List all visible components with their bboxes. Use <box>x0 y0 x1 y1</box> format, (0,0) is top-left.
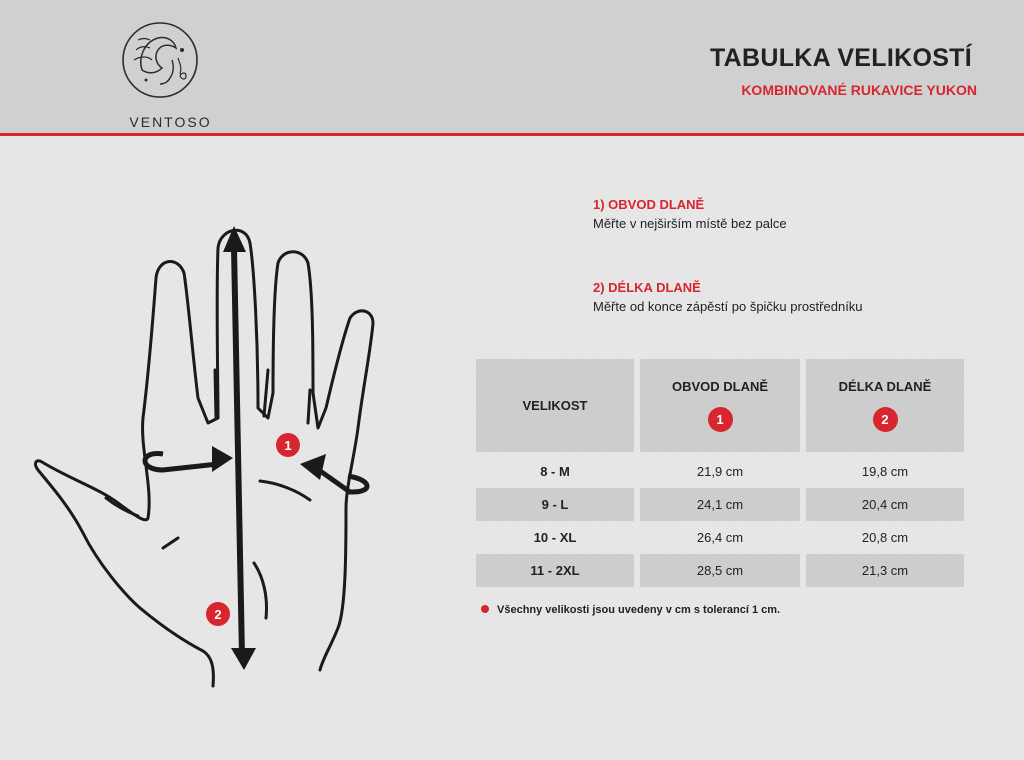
note-text: Všechny velikosti jsou uvedeny v cm s tolerancí 1 cm. <box>497 604 781 616</box>
cell-size: 10 - XL <box>533 530 577 545</box>
header-accent-line <box>0 133 1024 136</box>
instruction-text: Měřte od konce zápěstí po špičku prostředníku <box>593 299 863 314</box>
svg-text:1: 1 <box>284 438 292 453</box>
cell-size: 9 - L <box>476 488 634 521</box>
table-row <box>476 455 964 488</box>
cell-length: 19,8 cm <box>861 464 909 479</box>
table-row <box>476 554 964 587</box>
header-palm-circumference: OBVOD DLANĚ 1 <box>640 359 800 452</box>
page-title: TABULKA VELIKOSTÍ <box>709 44 972 72</box>
marker-2 <box>206 602 230 626</box>
size-table <box>476 359 964 578</box>
tolerance-note <box>481 604 780 616</box>
cell-size: 11 - 2XL <box>476 554 634 587</box>
ventoso-emblem-icon <box>120 20 200 100</box>
marker-1 <box>276 433 300 457</box>
table-row <box>476 521 964 554</box>
header-palm-length: DÉLKA DLANĚ 2 <box>806 359 964 452</box>
svg-text:2: 2 <box>214 607 222 622</box>
table-row <box>476 488 964 521</box>
badge-2: 2 <box>873 407 898 432</box>
instruction-title: 2) DÉLKA DLANĚ <box>593 280 701 295</box>
bullet-dot-icon <box>481 605 489 613</box>
brand-name: VENTOSO <box>129 114 212 130</box>
cell-length: 20,8 cm <box>861 530 909 545</box>
brand-logo <box>108 20 218 130</box>
page-subtitle: KOMBINOVANÉ RUKAVICE YUKON <box>741 82 977 98</box>
instruction-title: 1) OBVOD DLANĚ <box>593 197 705 212</box>
hand-illustration <box>28 218 398 693</box>
cell-size: 8 - M <box>540 464 570 479</box>
table-body <box>476 455 964 587</box>
instruction-text: Měřte v nejširším místě bez palce <box>593 216 787 231</box>
cell-length: 20,4 cm <box>806 488 964 521</box>
header-size: VELIKOST <box>476 359 634 452</box>
cell-length: 21,3 cm <box>806 554 964 587</box>
cell-circumference: 24,1 cm <box>640 488 800 521</box>
cell-circumference: 26,4 cm <box>696 530 744 545</box>
cell-circumference: 28,5 cm <box>640 554 800 587</box>
instruction-palm-circumference <box>593 197 993 231</box>
table-header <box>476 359 964 452</box>
cell-circumference: 21,9 cm <box>696 464 744 479</box>
badge-1: 1 <box>708 407 733 432</box>
instruction-palm-length <box>593 280 993 314</box>
